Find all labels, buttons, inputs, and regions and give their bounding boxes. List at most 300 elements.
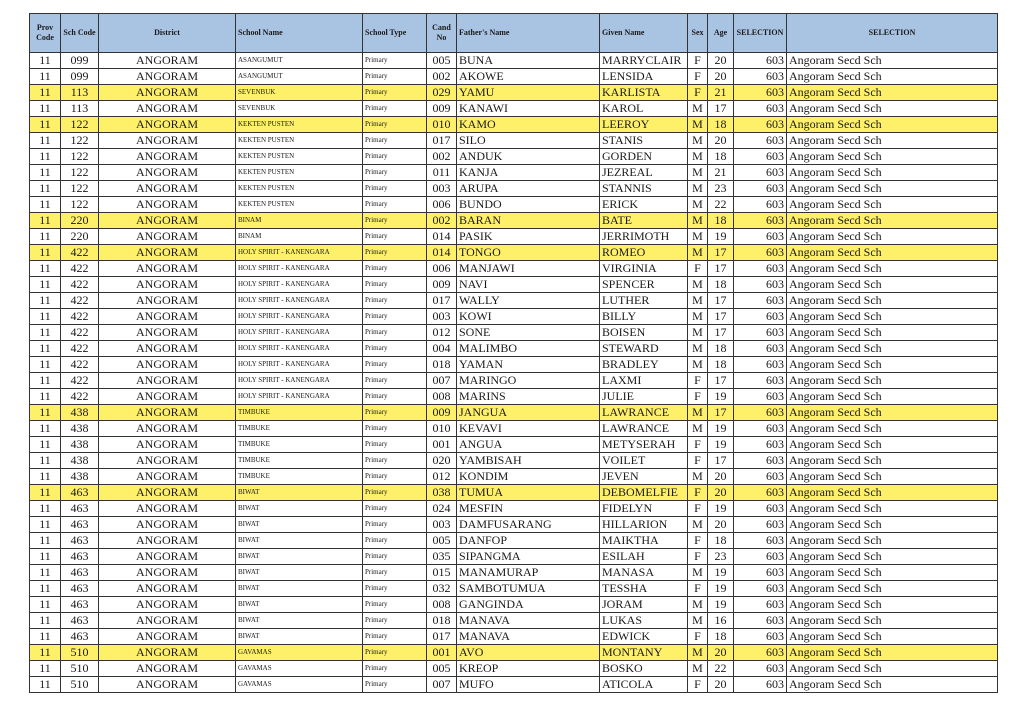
cell-district: ANGORAM (99, 453, 236, 469)
cell-selection-code: 603 (734, 533, 787, 549)
cell-sex: F (688, 677, 708, 693)
cell-selection: Angoram Secd Sch (787, 229, 998, 245)
cell-sch-code: 122 (61, 117, 99, 133)
cell-district: ANGORAM (99, 485, 236, 501)
cell-cand-no: 009 (427, 101, 457, 117)
cell-sex: F (688, 533, 708, 549)
cell-given-name: LAWRANCE (600, 421, 688, 437)
cell-district: ANGORAM (99, 517, 236, 533)
cell-sch-code: 422 (61, 341, 99, 357)
cell-prov-code: 11 (30, 373, 61, 389)
table-body (30, 53, 998, 693)
cell-given-name: TESSHA (600, 581, 688, 597)
cell-sch-code: 463 (61, 629, 99, 645)
cell-school-type: Primary (363, 517, 427, 533)
cell-school-name: HOLY SPIRIT - KANENGARA (236, 373, 363, 389)
cell-sex: M (688, 325, 708, 341)
cell-sch-code: 510 (61, 661, 99, 677)
cell-school-type: Primary (363, 645, 427, 661)
cell-fathers-name: MESFIN (457, 501, 600, 517)
cell-school-name: GAVAMAS (236, 677, 363, 693)
cell-school-type: Primary (363, 357, 427, 373)
cell-given-name: KAROL (600, 101, 688, 117)
cell-given-name: ATICOLA (600, 677, 688, 693)
cell-fathers-name: KEVAVI (457, 421, 600, 437)
table-row (30, 549, 998, 565)
cell-school-name: TIMBUKE (236, 453, 363, 469)
cell-school-name: SEVENBUK (236, 101, 363, 117)
cell-selection-code: 603 (734, 197, 787, 213)
cell-selection: Angoram Secd Sch (787, 101, 998, 117)
cell-selection-code: 603 (734, 581, 787, 597)
cell-age: 23 (708, 181, 734, 197)
cell-school-name: HOLY SPIRIT - KANENGARA (236, 389, 363, 405)
cell-cand-no: 001 (427, 645, 457, 661)
cell-cand-no: 024 (427, 501, 457, 517)
cell-district: ANGORAM (99, 645, 236, 661)
cell-cand-no: 007 (427, 373, 457, 389)
cell-selection: Angoram Secd Sch (787, 645, 998, 661)
cell-selection-code: 603 (734, 117, 787, 133)
cell-age: 22 (708, 197, 734, 213)
cell-selection: Angoram Secd Sch (787, 485, 998, 501)
cell-sch-code: 438 (61, 405, 99, 421)
cell-prov-code: 11 (30, 277, 61, 293)
cell-sch-code: 422 (61, 389, 99, 405)
table-row (30, 581, 998, 597)
cell-selection: Angoram Secd Sch (787, 501, 998, 517)
cell-school-type: Primary (363, 181, 427, 197)
cell-district: ANGORAM (99, 533, 236, 549)
cell-school-type: Primary (363, 197, 427, 213)
cell-school-type: Primary (363, 549, 427, 565)
cell-school-type: Primary (363, 613, 427, 629)
cell-cand-no: 008 (427, 389, 457, 405)
cell-school-type: Primary (363, 85, 427, 101)
cell-district: ANGORAM (99, 133, 236, 149)
cell-age: 21 (708, 85, 734, 101)
cell-selection-code: 603 (734, 629, 787, 645)
cell-prov-code: 11 (30, 181, 61, 197)
cell-fathers-name: KREOP (457, 661, 600, 677)
cell-sch-code: 422 (61, 325, 99, 341)
cell-school-type: Primary (363, 373, 427, 389)
table-row (30, 117, 998, 133)
cell-cand-no: 003 (427, 181, 457, 197)
cell-selection: Angoram Secd Sch (787, 453, 998, 469)
cell-school-type: Primary (363, 597, 427, 613)
table-row (30, 341, 998, 357)
cell-selection-code: 603 (734, 405, 787, 421)
cell-prov-code: 11 (30, 293, 61, 309)
cell-school-type: Primary (363, 485, 427, 501)
cell-school-type: Primary (363, 213, 427, 229)
cell-school-type: Primary (363, 117, 427, 133)
cell-sch-code: 422 (61, 245, 99, 261)
cell-given-name: ERICK (600, 197, 688, 213)
cell-fathers-name: AVO (457, 645, 600, 661)
cell-given-name: SPENCER (600, 277, 688, 293)
cell-age: 18 (708, 277, 734, 293)
table-row (30, 325, 998, 341)
cell-school-type: Primary (363, 405, 427, 421)
cell-sex: M (688, 645, 708, 661)
cell-given-name: MONTANY (600, 645, 688, 661)
table-row (30, 53, 998, 69)
cell-prov-code: 11 (30, 389, 61, 405)
cell-given-name: METYSERAH (600, 437, 688, 453)
header-age: Age (708, 14, 734, 53)
cell-selection-code: 603 (734, 373, 787, 389)
cell-selection-code: 603 (734, 101, 787, 117)
cell-school-type: Primary (363, 469, 427, 485)
cell-sch-code: 422 (61, 373, 99, 389)
cell-selection: Angoram Secd Sch (787, 213, 998, 229)
cell-sch-code: 422 (61, 261, 99, 277)
cell-sex: M (688, 661, 708, 677)
table-row (30, 485, 998, 501)
table-row (30, 405, 998, 421)
cell-prov-code: 11 (30, 325, 61, 341)
table-row (30, 437, 998, 453)
cell-fathers-name: KONDIM (457, 469, 600, 485)
cell-sch-code: 463 (61, 533, 99, 549)
cell-age: 20 (708, 53, 734, 69)
cell-district: ANGORAM (99, 421, 236, 437)
cell-selection: Angoram Secd Sch (787, 421, 998, 437)
cell-fathers-name: BUNA (457, 53, 600, 69)
cell-fathers-name: MARINGO (457, 373, 600, 389)
cell-school-type: Primary (363, 533, 427, 549)
cell-fathers-name: YAMAN (457, 357, 600, 373)
table-row (30, 629, 998, 645)
cell-selection-code: 603 (734, 309, 787, 325)
cell-school-name: TIMBUKE (236, 405, 363, 421)
cell-given-name: LUKAS (600, 613, 688, 629)
cell-given-name: LAXMI (600, 373, 688, 389)
cell-age: 16 (708, 613, 734, 629)
cell-school-name: BIWAT (236, 549, 363, 565)
cell-sch-code: 463 (61, 581, 99, 597)
cell-selection-code: 603 (734, 549, 787, 565)
cell-school-name: BIWAT (236, 565, 363, 581)
table-row (30, 149, 998, 165)
cell-selection-code: 603 (734, 613, 787, 629)
cell-age: 18 (708, 117, 734, 133)
cell-selection: Angoram Secd Sch (787, 69, 998, 85)
cell-selection: Angoram Secd Sch (787, 149, 998, 165)
cell-age: 19 (708, 229, 734, 245)
cell-selection: Angoram Secd Sch (787, 245, 998, 261)
cell-school-name: BINAM (236, 213, 363, 229)
cell-prov-code: 11 (30, 677, 61, 693)
cell-sex: F (688, 85, 708, 101)
cell-age: 19 (708, 597, 734, 613)
cell-district: ANGORAM (99, 501, 236, 517)
cell-school-type: Primary (363, 389, 427, 405)
cell-age: 17 (708, 325, 734, 341)
cell-sex: F (688, 581, 708, 597)
cell-cand-no: 038 (427, 485, 457, 501)
cell-selection: Angoram Secd Sch (787, 85, 998, 101)
cell-sex: F (688, 485, 708, 501)
table-row (30, 277, 998, 293)
cell-age: 19 (708, 421, 734, 437)
cell-sch-code: 463 (61, 549, 99, 565)
cell-selection-code: 603 (734, 677, 787, 693)
cell-prov-code: 11 (30, 629, 61, 645)
cell-prov-code: 11 (30, 357, 61, 373)
cell-sch-code: 113 (61, 101, 99, 117)
cell-school-name: BIWAT (236, 533, 363, 549)
cell-cand-no: 008 (427, 597, 457, 613)
cell-age: 20 (708, 517, 734, 533)
cell-sex: M (688, 517, 708, 533)
cell-fathers-name: YAMU (457, 85, 600, 101)
cell-school-type: Primary (363, 309, 427, 325)
cell-sch-code: 122 (61, 197, 99, 213)
cell-district: ANGORAM (99, 293, 236, 309)
cell-selection-code: 603 (734, 485, 787, 501)
cell-sch-code: 122 (61, 133, 99, 149)
cell-fathers-name: GANGINDA (457, 597, 600, 613)
cell-fathers-name: WALLY (457, 293, 600, 309)
cell-age: 22 (708, 661, 734, 677)
cell-sex: M (688, 565, 708, 581)
cell-district: ANGORAM (99, 389, 236, 405)
cell-sex: M (688, 277, 708, 293)
cell-given-name: STANIS (600, 133, 688, 149)
cell-selection-code: 603 (734, 645, 787, 661)
cell-prov-code: 11 (30, 53, 61, 69)
table-row (30, 661, 998, 677)
cell-school-type: Primary (363, 421, 427, 437)
cell-given-name: EDWICK (600, 629, 688, 645)
cell-prov-code: 11 (30, 581, 61, 597)
header-row (30, 14, 998, 53)
cell-district: ANGORAM (99, 165, 236, 181)
cell-selection-code: 603 (734, 389, 787, 405)
selection-table (29, 13, 998, 693)
cell-district: ANGORAM (99, 437, 236, 453)
cell-prov-code: 11 (30, 645, 61, 661)
cell-fathers-name: DANFOP (457, 533, 600, 549)
cell-fathers-name: DAMFUSARANG (457, 517, 600, 533)
cell-selection: Angoram Secd Sch (787, 565, 998, 581)
cell-given-name: JORAM (600, 597, 688, 613)
table-row (30, 213, 998, 229)
cell-sch-code: 438 (61, 421, 99, 437)
table-row (30, 373, 998, 389)
cell-fathers-name: NAVI (457, 277, 600, 293)
cell-selection-code: 603 (734, 357, 787, 373)
cell-fathers-name: KANJA (457, 165, 600, 181)
cell-selection-code: 603 (734, 341, 787, 357)
cell-prov-code: 11 (30, 197, 61, 213)
cell-sch-code: 099 (61, 69, 99, 85)
cell-school-name: BIWAT (236, 501, 363, 517)
cell-selection-code: 603 (734, 421, 787, 437)
cell-sex: M (688, 613, 708, 629)
cell-selection: Angoram Secd Sch (787, 549, 998, 565)
table-row (30, 261, 998, 277)
cell-school-name: KEKTEN PUSTEN (236, 165, 363, 181)
cell-school-name: HOLY SPIRIT - KANENGARA (236, 261, 363, 277)
cell-age: 21 (708, 165, 734, 181)
cell-prov-code: 11 (30, 549, 61, 565)
cell-cand-no: 004 (427, 341, 457, 357)
table-row (30, 597, 998, 613)
cell-selection: Angoram Secd Sch (787, 469, 998, 485)
cell-district: ANGORAM (99, 85, 236, 101)
cell-prov-code: 11 (30, 453, 61, 469)
cell-age: 19 (708, 581, 734, 597)
cell-sch-code: 463 (61, 485, 99, 501)
cell-school-name: BIWAT (236, 613, 363, 629)
cell-fathers-name: YAMBISAH (457, 453, 600, 469)
cell-prov-code: 11 (30, 517, 61, 533)
table-row (30, 533, 998, 549)
cell-sex: F (688, 629, 708, 645)
cell-school-name: TIMBUKE (236, 421, 363, 437)
cell-cand-no: 011 (427, 165, 457, 181)
cell-prov-code: 11 (30, 405, 61, 421)
cell-school-type: Primary (363, 69, 427, 85)
cell-sex: M (688, 101, 708, 117)
cell-school-name: HOLY SPIRIT - KANENGARA (236, 245, 363, 261)
cell-district: ANGORAM (99, 213, 236, 229)
cell-district: ANGORAM (99, 677, 236, 693)
cell-selection-code: 603 (734, 245, 787, 261)
cell-cand-no: 020 (427, 453, 457, 469)
cell-school-name: SEVENBUK (236, 85, 363, 101)
cell-cand-no: 009 (427, 277, 457, 293)
cell-age: 17 (708, 309, 734, 325)
cell-district: ANGORAM (99, 629, 236, 645)
cell-prov-code: 11 (30, 469, 61, 485)
cell-school-type: Primary (363, 325, 427, 341)
cell-selection: Angoram Secd Sch (787, 133, 998, 149)
cell-cand-no: 009 (427, 405, 457, 421)
table-row (30, 453, 998, 469)
cell-given-name: LAWRANCE (600, 405, 688, 421)
cell-fathers-name: SILO (457, 133, 600, 149)
cell-selection: Angoram Secd Sch (787, 437, 998, 453)
cell-sch-code: 463 (61, 565, 99, 581)
cell-school-type: Primary (363, 165, 427, 181)
header-school-name: School Name (236, 14, 363, 53)
cell-selection-code: 603 (734, 213, 787, 229)
cell-prov-code: 11 (30, 117, 61, 133)
cell-school-name: ASANGUMUT (236, 69, 363, 85)
cell-school-name: HOLY SPIRIT - KANENGARA (236, 309, 363, 325)
cell-given-name: BOISEN (600, 325, 688, 341)
cell-fathers-name: ANDUK (457, 149, 600, 165)
cell-cand-no: 012 (427, 469, 457, 485)
cell-age: 20 (708, 69, 734, 85)
cell-sex: F (688, 549, 708, 565)
cell-district: ANGORAM (99, 181, 236, 197)
cell-selection: Angoram Secd Sch (787, 165, 998, 181)
cell-fathers-name: SONE (457, 325, 600, 341)
cell-sch-code: 122 (61, 181, 99, 197)
cell-school-name: BIWAT (236, 581, 363, 597)
cell-selection-code: 603 (734, 597, 787, 613)
cell-selection-code: 603 (734, 517, 787, 533)
cell-sex: M (688, 357, 708, 373)
cell-district: ANGORAM (99, 373, 236, 389)
cell-age: 19 (708, 501, 734, 517)
cell-sex: M (688, 469, 708, 485)
cell-given-name: FIDELYN (600, 501, 688, 517)
cell-school-name: GAVAMAS (236, 645, 363, 661)
cell-age: 17 (708, 101, 734, 117)
cell-given-name: JULIE (600, 389, 688, 405)
cell-sch-code: 422 (61, 309, 99, 325)
cell-sch-code: 122 (61, 149, 99, 165)
cell-cand-no: 018 (427, 357, 457, 373)
cell-school-type: Primary (363, 453, 427, 469)
cell-prov-code: 11 (30, 533, 61, 549)
cell-fathers-name: KOWI (457, 309, 600, 325)
cell-selection: Angoram Secd Sch (787, 53, 998, 69)
cell-age: 18 (708, 357, 734, 373)
cell-prov-code: 11 (30, 661, 61, 677)
cell-given-name: MANASA (600, 565, 688, 581)
cell-fathers-name: KANAWI (457, 101, 600, 117)
header-fathers-name: Father's Name (457, 14, 600, 53)
cell-sch-code: 463 (61, 501, 99, 517)
cell-fathers-name: MUFO (457, 677, 600, 693)
cell-sch-code: 463 (61, 517, 99, 533)
table-row (30, 309, 998, 325)
cell-selection: Angoram Secd Sch (787, 597, 998, 613)
cell-school-type: Primary (363, 565, 427, 581)
table-row (30, 165, 998, 181)
cell-age: 20 (708, 485, 734, 501)
cell-selection-code: 603 (734, 437, 787, 453)
cell-selection-code: 603 (734, 229, 787, 245)
cell-school-name: HOLY SPIRIT - KANENGARA (236, 325, 363, 341)
cell-district: ANGORAM (99, 229, 236, 245)
cell-sex: M (688, 229, 708, 245)
table-row (30, 85, 998, 101)
cell-age: 17 (708, 453, 734, 469)
cell-school-name: BIWAT (236, 485, 363, 501)
cell-sex: M (688, 597, 708, 613)
cell-sex: M (688, 149, 708, 165)
cell-cand-no: 032 (427, 581, 457, 597)
cell-given-name: MARRYCLAIR (600, 53, 688, 69)
table-row (30, 133, 998, 149)
cell-fathers-name: AKOWE (457, 69, 600, 85)
cell-selection: Angoram Secd Sch (787, 533, 998, 549)
cell-cand-no: 007 (427, 677, 457, 693)
cell-fathers-name: SAMBOTUMUA (457, 581, 600, 597)
cell-school-type: Primary (363, 293, 427, 309)
cell-given-name: JEVEN (600, 469, 688, 485)
cell-school-name: BIWAT (236, 517, 363, 533)
cell-sex: F (688, 373, 708, 389)
cell-selection: Angoram Secd Sch (787, 581, 998, 597)
table-row (30, 101, 998, 117)
header-sex: Sex (688, 14, 708, 53)
cell-sex: M (688, 133, 708, 149)
cell-sex: F (688, 261, 708, 277)
cell-selection: Angoram Secd Sch (787, 341, 998, 357)
cell-age: 20 (708, 133, 734, 149)
cell-cand-no: 010 (427, 117, 457, 133)
